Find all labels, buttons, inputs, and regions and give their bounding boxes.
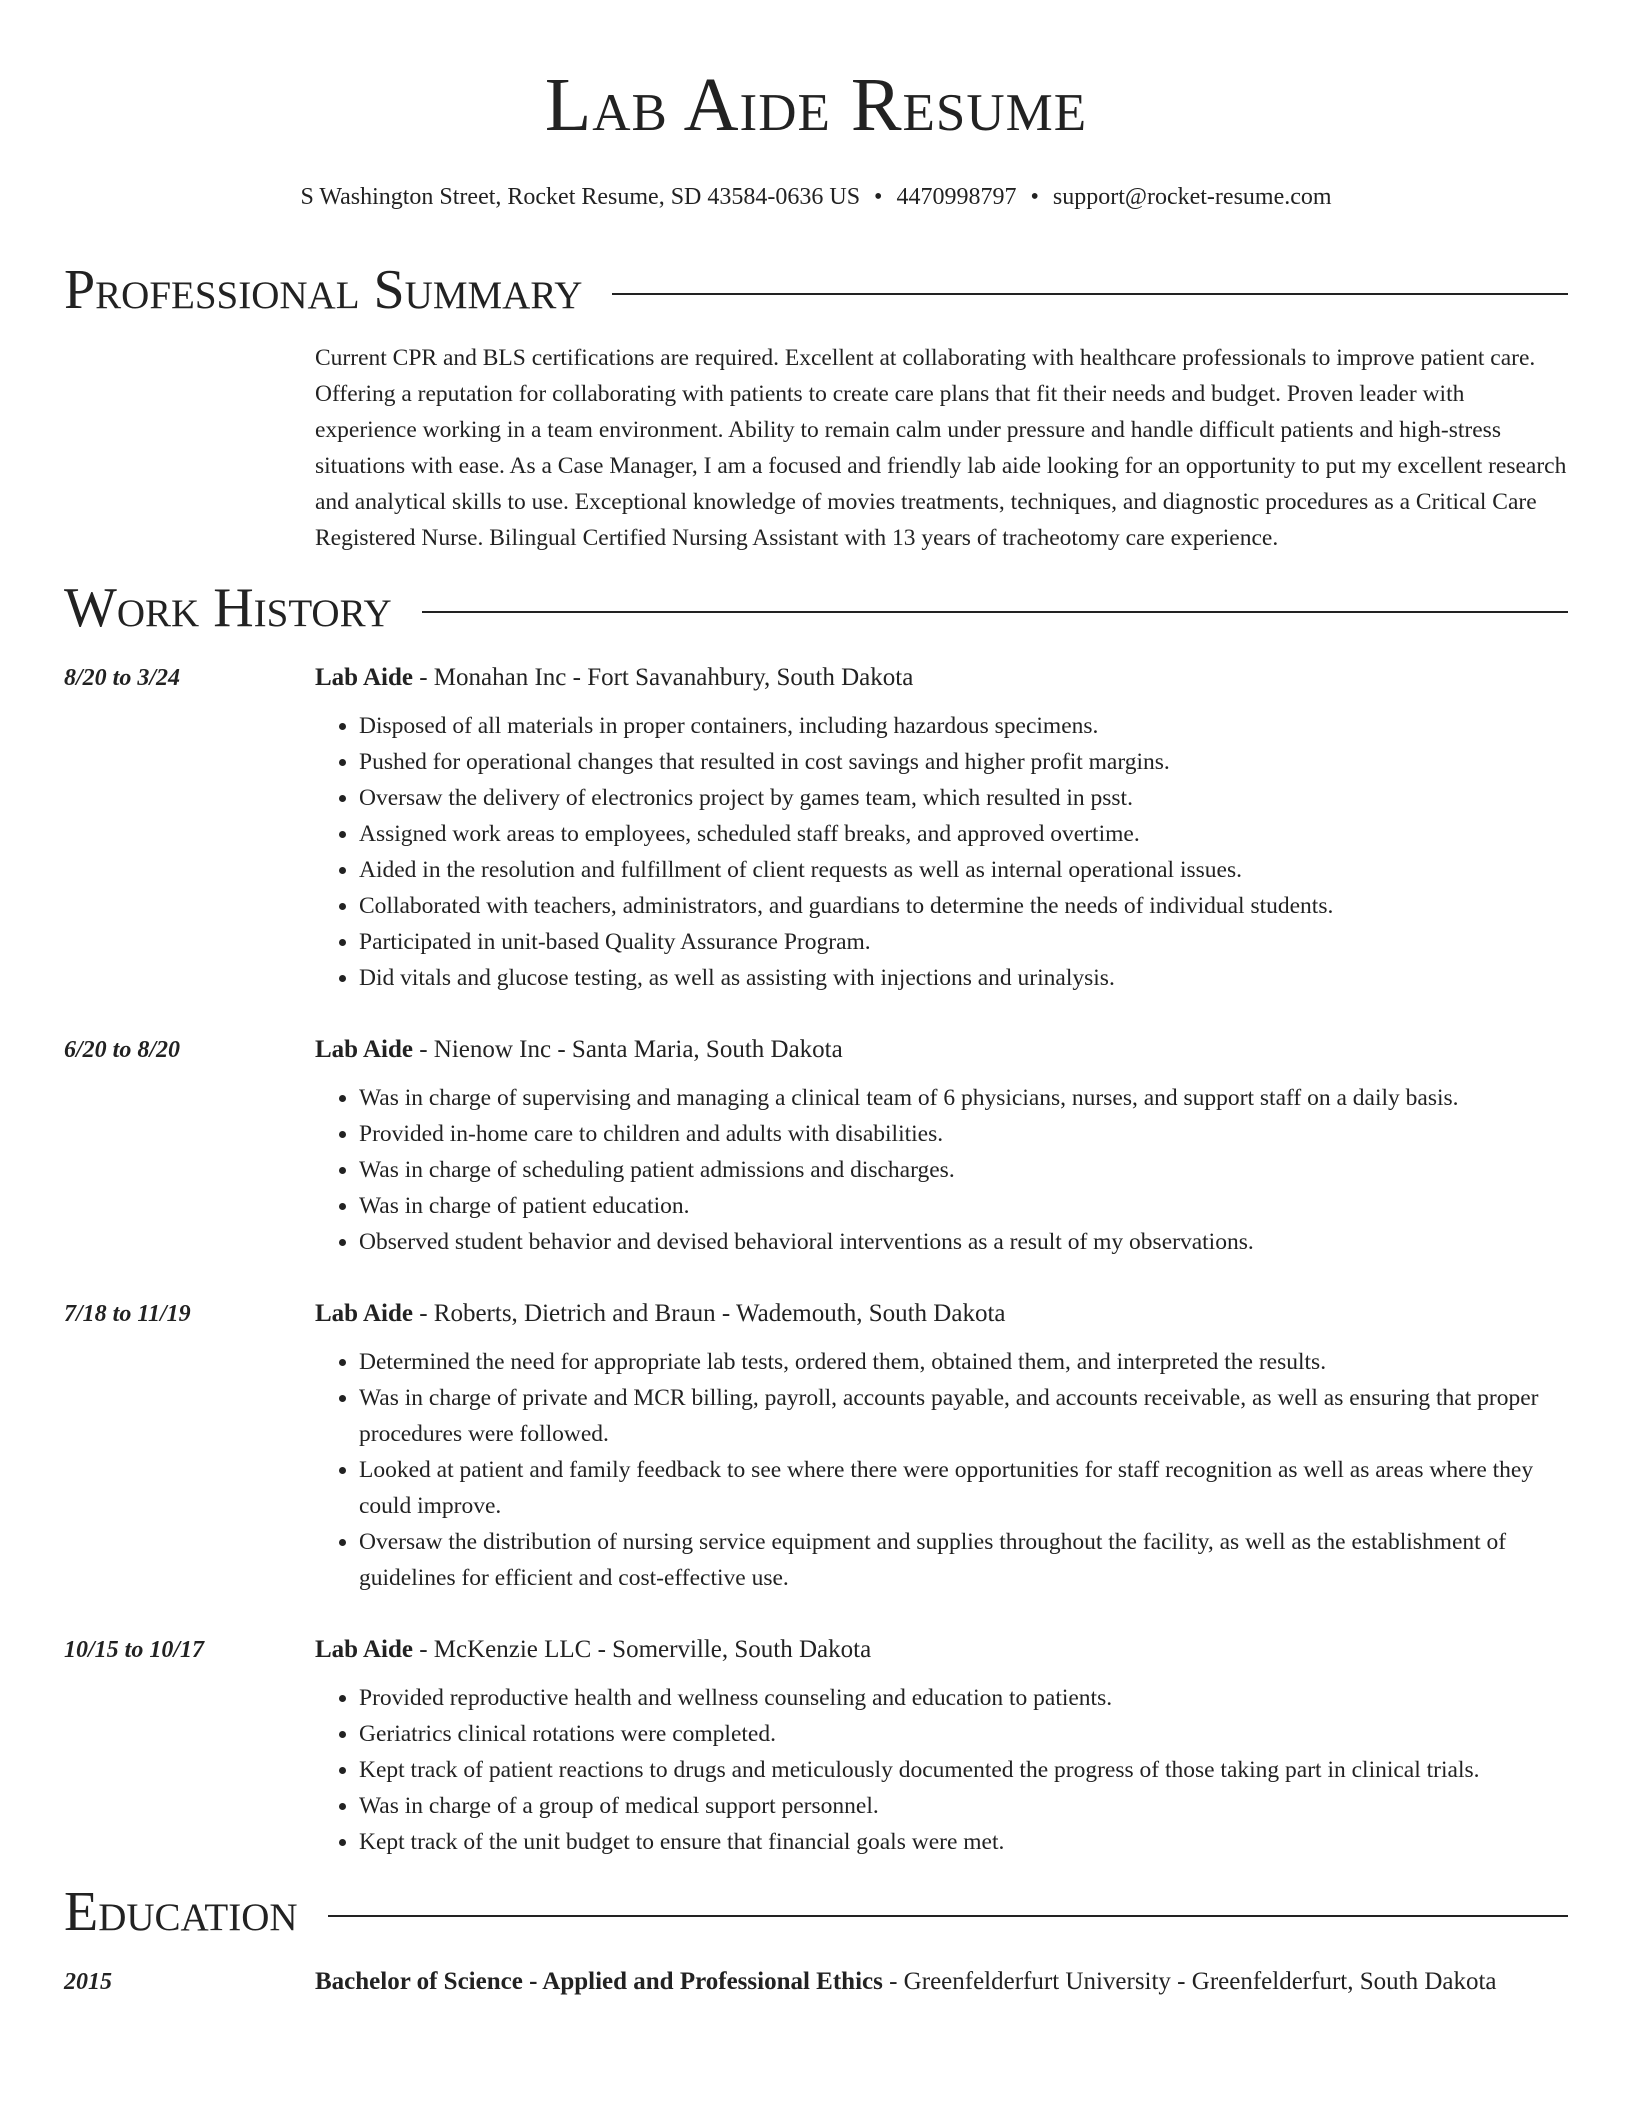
job-dates: 6/20 to 8/20 [64, 1037, 181, 1063]
contact-email: support@rocket-resume.com [1052, 184, 1332, 210]
job-bullet: • Assigned work areas to employees, scheduled staff breaks, and approved overtime. [359, 816, 1568, 852]
job-bullet: • Did vitals and glucose testing, as well as assisting with injections and urinalysis. [359, 960, 1568, 996]
job-company-location: - Monahan Inc - Fort Savanahbury, South Dakota [412, 664, 914, 691]
section-header-education [64, 1880, 1568, 1944]
job-title: Lab Aide [315, 664, 413, 691]
section-title-work: Work History [64, 577, 392, 639]
job-detail [315, 1294, 1568, 1596]
job-detail [315, 658, 1568, 996]
job-bullet: • Participated in unit-based Quality Assurance Program. [359, 924, 1568, 960]
job-bullet: • Was in charge of patient education. [359, 1188, 1568, 1224]
job-dates: 7/18 to 11/19 [64, 1301, 191, 1327]
section-divider [422, 611, 1568, 613]
job-title: Lab Aide [315, 1036, 413, 1063]
job-bullets [315, 1680, 1568, 1860]
job-bullet: • Observed student behavior and devised behavioral interventions as a result of my observations. [359, 1224, 1568, 1260]
section-header-summary [64, 258, 1568, 322]
job-role [315, 1630, 1568, 1670]
job-bullet: • Was in charge of scheduling patient admissions and discharges. [359, 1152, 1568, 1188]
job-detail [315, 1630, 1568, 1860]
job-bullet: • Provided reproductive health and wellness counseling and education to patients. [359, 1680, 1568, 1716]
job-bullet: • Geriatrics clinical rotations were completed. [359, 1716, 1568, 1752]
education-school: - Greenfelderfurt University - Greenfelderfurt, South Dakota [882, 1968, 1497, 1995]
contact-separator: • [874, 184, 883, 210]
job-bullet: • Looked at patient and family feedback to see where there were opportunities for staff recognition as well as areas where they could improve. [359, 1452, 1568, 1524]
education-degree: Bachelor of Science - Applied and Professional Ethics [315, 1968, 883, 1995]
contact-separator: • [1030, 184, 1039, 210]
education-detail [315, 1962, 1568, 2002]
job-company-location: - McKenzie LLC - Somerville, South Dakota [412, 1636, 872, 1663]
work-history-list [64, 658, 1568, 1860]
job-entry [64, 658, 1568, 996]
section-header-work [64, 576, 1568, 640]
contact-address: S Washington Street, Rocket Resume, SD 43584-0636 US [300, 184, 861, 210]
contact-info [64, 182, 1568, 212]
job-detail [315, 1030, 1568, 1260]
job-bullet: • Oversaw the delivery of electronics project by games team, which resulted in psst. [359, 780, 1568, 816]
job-bullets [315, 708, 1568, 996]
job-entry [64, 1030, 1568, 1260]
contact-phone: 4470998797 [896, 184, 1017, 210]
job-bullets [315, 1080, 1568, 1260]
job-bullet: • Determined the need for appropriate lab tests, ordered them, obtained them, and interpreted the results. [359, 1344, 1568, 1380]
job-title: Lab Aide [315, 1636, 413, 1663]
resume-page [64, 0, 1568, 2002]
section-divider [328, 1915, 1568, 1917]
job-bullet: • Pushed for operational changes that resulted in cost savings and higher profit margins. [359, 744, 1568, 780]
section-title-education: Education [64, 1881, 298, 1943]
job-bullet: • Collaborated with teachers, administrators, and guardians to determine the needs of individual students. [359, 888, 1568, 924]
job-bullet: • Oversaw the distribution of nursing service equipment and supplies throughout the facility, as well as the establishment of guidelines for efficient and cost-effective use. [359, 1524, 1568, 1596]
job-bullet: • Was in charge of supervising and managing a clinical team of 6 physicians, nurses, and support staff on a daily basis. [359, 1080, 1568, 1116]
job-bullet: • Disposed of all materials in proper containers, including hazardous specimens. [359, 708, 1568, 744]
job-company-location: - Roberts, Dietrich and Braun - Wademouth, South Dakota [412, 1300, 1006, 1327]
job-bullet: • Kept track of patient reactions to drugs and meticulously documented the progress of those taking part in clinical trials. [359, 1752, 1568, 1788]
job-dates: 10/15 to 10/17 [64, 1637, 205, 1663]
professional-summary-text: Current CPR and BLS certifications are required. Excellent at collaborating with healthcare professionals to improve patient care. Offering a reputation for collaborating with patients to create care plans that fit their needs and budget. Proven leader with experience working in a team environment. Ability to remain calm under pressure and handle difficult patients and high-stress situations with ease. As a Case Manager, I am a focused and friendly lab aide looking for an opportunity to put my excellent research and analytical skills to use. Exceptional knowledge of movies treatments, techniques, and diagnostic procedures as a Critical Care Registered Nurse. Bilingual Certified Nursing Assistant with 13 years of tracheotomy care experience. [315, 345, 1567, 551]
job-title: Lab Aide [315, 1300, 413, 1327]
education-year: 2015 [64, 1969, 112, 1995]
education-entry [64, 1962, 1568, 2002]
job-entry [64, 1294, 1568, 1596]
job-bullet: • Was in charge of private and MCR billing, payroll, accounts payable, and accounts receivable, as well as ensuring that proper procedures were followed. [359, 1380, 1568, 1452]
job-bullets [315, 1344, 1568, 1596]
job-role [315, 658, 1568, 698]
job-bullet: • Kept track of the unit budget to ensure that financial goals were met. [359, 1824, 1568, 1860]
job-dates: 8/20 to 3/24 [64, 665, 181, 691]
section-divider [612, 293, 1568, 295]
job-role [315, 1294, 1568, 1334]
job-company-location: - Nienow Inc - Santa Maria, South Dakota [412, 1036, 843, 1063]
section-title-summary: Professional Summary [64, 259, 583, 321]
job-bullet: • Was in charge of a group of medical support personnel. [359, 1788, 1568, 1824]
job-bullet: • Aided in the resolution and fulfillment of client requests as well as internal operational issues. [359, 852, 1568, 888]
education-list [64, 1962, 1568, 2002]
job-bullet: • Provided in-home care to children and adults with disabilities. [359, 1116, 1568, 1152]
job-role [315, 1030, 1568, 1070]
job-entry [64, 1630, 1568, 1860]
page-title: Lab Aide Resume [544, 63, 1088, 147]
